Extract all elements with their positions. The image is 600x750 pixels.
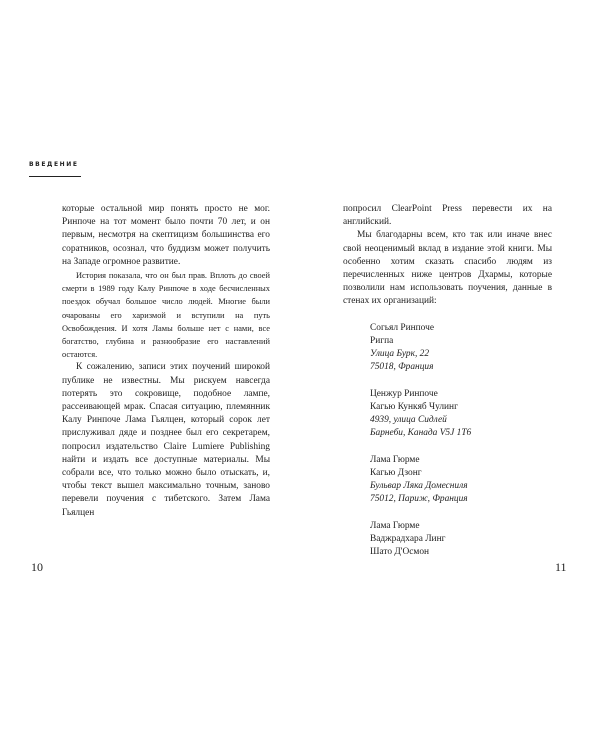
- section-rule: [29, 176, 81, 177]
- address-block: [370, 520, 552, 560]
- address-line: Ригпа: [370, 336, 394, 347]
- paragraph: К сожалению, записи этих поучений широкой публике не известны. Мы рискуем навсегда потерять это сокровище, подобное лампе, рассеивающей мрак. Спасая ситуацию, племянник Калу Ринпоче Лама Гьялцен, который сорок лет прислуживал дяде и позднее был его секретарем, попросил издательство Claire Lumiere Publishing найти и издать все доступные материалы. Мы собрали все, что только можно было отыскать, и, чтобы текст вышел максимально точным, заново перевели поучения с тибетского. Затем Лама Гьялцен: [62, 362, 270, 518]
- address-line: Лама Гюрме: [370, 520, 420, 531]
- address-line: 75018, Франция: [370, 362, 434, 373]
- address-line: 75012, Париж, Франция: [370, 494, 468, 505]
- address-line: Согьял Ринпоче: [370, 322, 434, 333]
- address-line: Кагью Дзонг: [370, 468, 422, 479]
- address-line: Барнеби, Канада V5J 1T6: [370, 428, 472, 439]
- address-line: 4939, улица Сидлей: [370, 415, 447, 426]
- address-block: [370, 388, 552, 441]
- paragraph: попросил ClearPoint Press перевести их на английский.: [343, 204, 552, 228]
- right-page-text: [343, 203, 552, 573]
- address-line: Шато Д'Осмон: [370, 547, 430, 558]
- page-number-right: 11: [555, 560, 567, 574]
- address-line: Бульвар Ляка Домесниля: [370, 481, 468, 492]
- page-number-left: 10: [31, 560, 43, 574]
- address-block: [370, 322, 552, 375]
- address-line: Лама Гюрме: [370, 454, 420, 465]
- address-line: Ценжур Ринпоче: [370, 388, 438, 399]
- address-line: Улица Бурк, 22: [370, 349, 430, 360]
- paragraph: История показала, что он был прав. Вплоть до своей смерти в 1989 году Калу Ринпоче в ходе бесчисленных поездок обучал большое число людей. Многие были очарованы его харизмой и вступили на путь Освобождения. И хотя Ламы больше нет с нами, все богатство, глубина и разнообразие его наставлений остаются.: [62, 271, 270, 360]
- address-block: [370, 454, 552, 507]
- paragraph: которые остальной мир понять просто не мог. Ринпоче на тот момент было почти 70 лет, и он первым, несмотря на скептицизм большинства его соратников, осознал, что буддизм может получить на Западе огромное развитие.: [62, 204, 270, 267]
- address-list: [370, 322, 552, 560]
- address-line: Ваджрадхара Линг: [370, 534, 446, 545]
- address-line: Кагью Кункяб Чулинг: [370, 402, 458, 413]
- left-page-text: [62, 203, 270, 520]
- section-label: ВВЕДЕНИЕ: [29, 161, 79, 168]
- paragraph: Мы благодарны всем, кто так или иначе внес свой неоценимый вклад в издание этой книги. Мы особенно хотим сказать спасибо людям из перечисленных ниже центров Дхармы, которые позволили нам использовать поучения, данные в стенах их организаций:: [343, 230, 552, 307]
